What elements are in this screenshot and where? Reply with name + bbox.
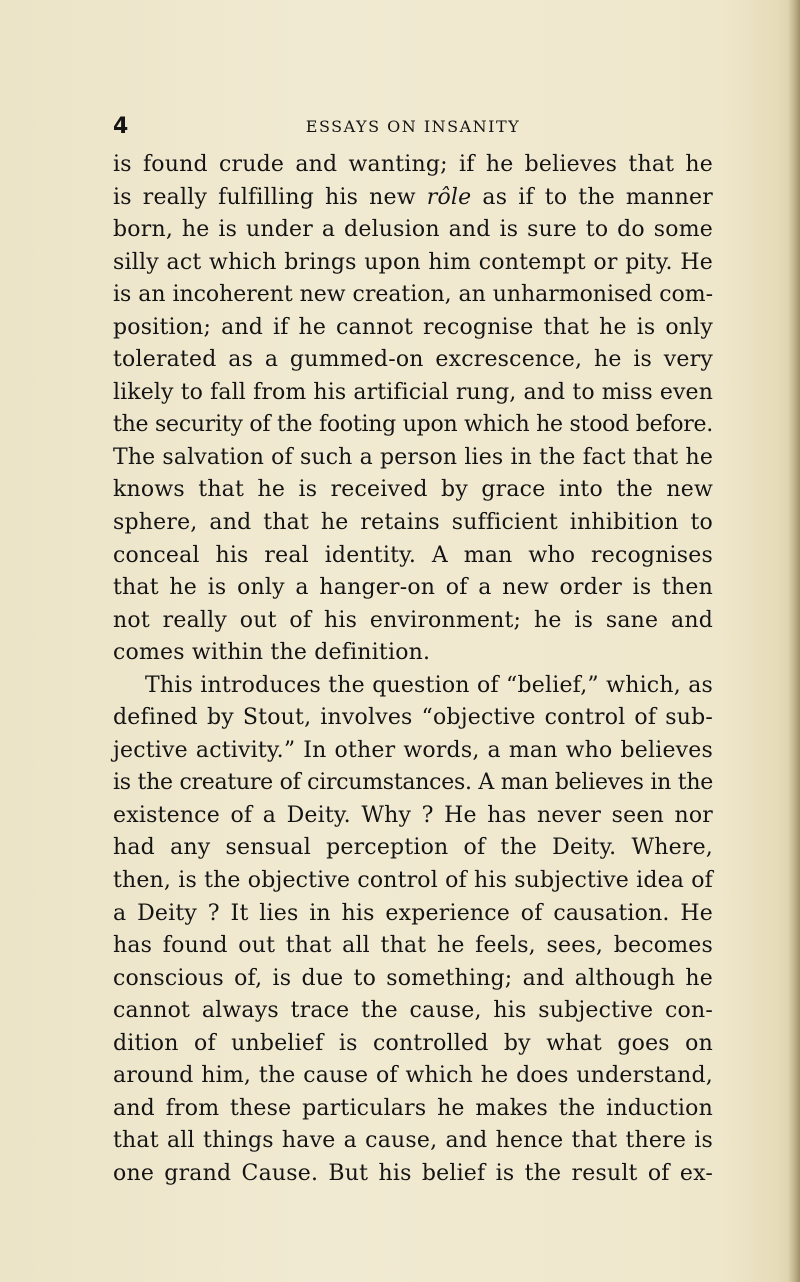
text-line: knows that he is received by grace into the new bbox=[113, 477, 713, 503]
text-line: one grand Cause. But his belief is the result of ex- bbox=[113, 1160, 713, 1186]
text-line: silly act which brings upon him contempt or pity. He bbox=[113, 249, 713, 275]
text-line: position; and if he cannot recognise that he is only bbox=[113, 314, 713, 340]
text-line: The salvation of such a person lies in the fact that he bbox=[113, 444, 713, 470]
text-line: conscious of, is due to something; and although he bbox=[113, 965, 713, 991]
paragraph-end-line: comes within the definition. bbox=[113, 640, 431, 666]
paragraph-start-line: This introduces the question of “belief,” which, as bbox=[145, 672, 713, 698]
italic-word: rôle bbox=[426, 184, 472, 210]
page-number: 4 bbox=[113, 114, 129, 139]
body-text bbox=[113, 149, 713, 1191]
text-line: born, he is under a delusion and is sure to do some bbox=[113, 217, 713, 243]
text-line: cannot always trace the cause, his subjective con- bbox=[113, 998, 713, 1024]
text-line: tolerated as a gummed-on excrescence, he is very bbox=[113, 347, 713, 373]
text-line: is found crude and wanting; if he believes that he bbox=[113, 152, 713, 177]
text-line: conceal his real identity. A man who recognises bbox=[113, 542, 713, 568]
text-line: around him, the cause of which he does understand, bbox=[113, 1063, 713, 1089]
text-line: is an incoherent new creation, an unharmonised com- bbox=[113, 282, 713, 308]
text-line: likely to fall from his artificial rung, and to miss even bbox=[113, 379, 713, 405]
text-line: that he is only a hanger-on of a new order is then bbox=[113, 575, 713, 601]
text-line: sphere, and that he retains sufficient inhibition to bbox=[113, 510, 713, 536]
text-line: defined by Stout, involves “objective control of sub- bbox=[113, 705, 713, 731]
page-header bbox=[113, 113, 713, 141]
text-line: is the creature of circumstances. A man believes in the bbox=[113, 770, 713, 796]
text-line: has found out that all that he feels, sees, becomes bbox=[113, 933, 713, 959]
text-line: not really out of his environment; he is sane and bbox=[113, 607, 713, 633]
text-line: had any sensual perception of the Deity. Where, bbox=[113, 835, 713, 861]
text-line: dition of unbelief is controlled by what goes on bbox=[113, 1030, 713, 1056]
running-head-title: ESSAYS ON INSANITY bbox=[305, 117, 521, 136]
text-line: a Deity ? It lies in his experience of causation. He bbox=[113, 900, 713, 926]
text-line: and from these particulars he makes the induction bbox=[113, 1095, 713, 1121]
text-line: is really fulfilling his new rôle as if to the manner bbox=[113, 184, 713, 210]
text-line: then, is the objective control of his subjective idea of bbox=[113, 868, 713, 894]
text-line: jective activity.” In other words, a man who believes bbox=[113, 737, 713, 763]
page-edge-shadow bbox=[788, 0, 800, 1282]
text-line: that all things have a cause, and hence that there is bbox=[113, 1128, 713, 1154]
text-line: the security of the footing upon which he stood before. bbox=[113, 412, 713, 438]
text-line: existence of a Deity. Why ? He has never seen nor bbox=[113, 802, 713, 828]
